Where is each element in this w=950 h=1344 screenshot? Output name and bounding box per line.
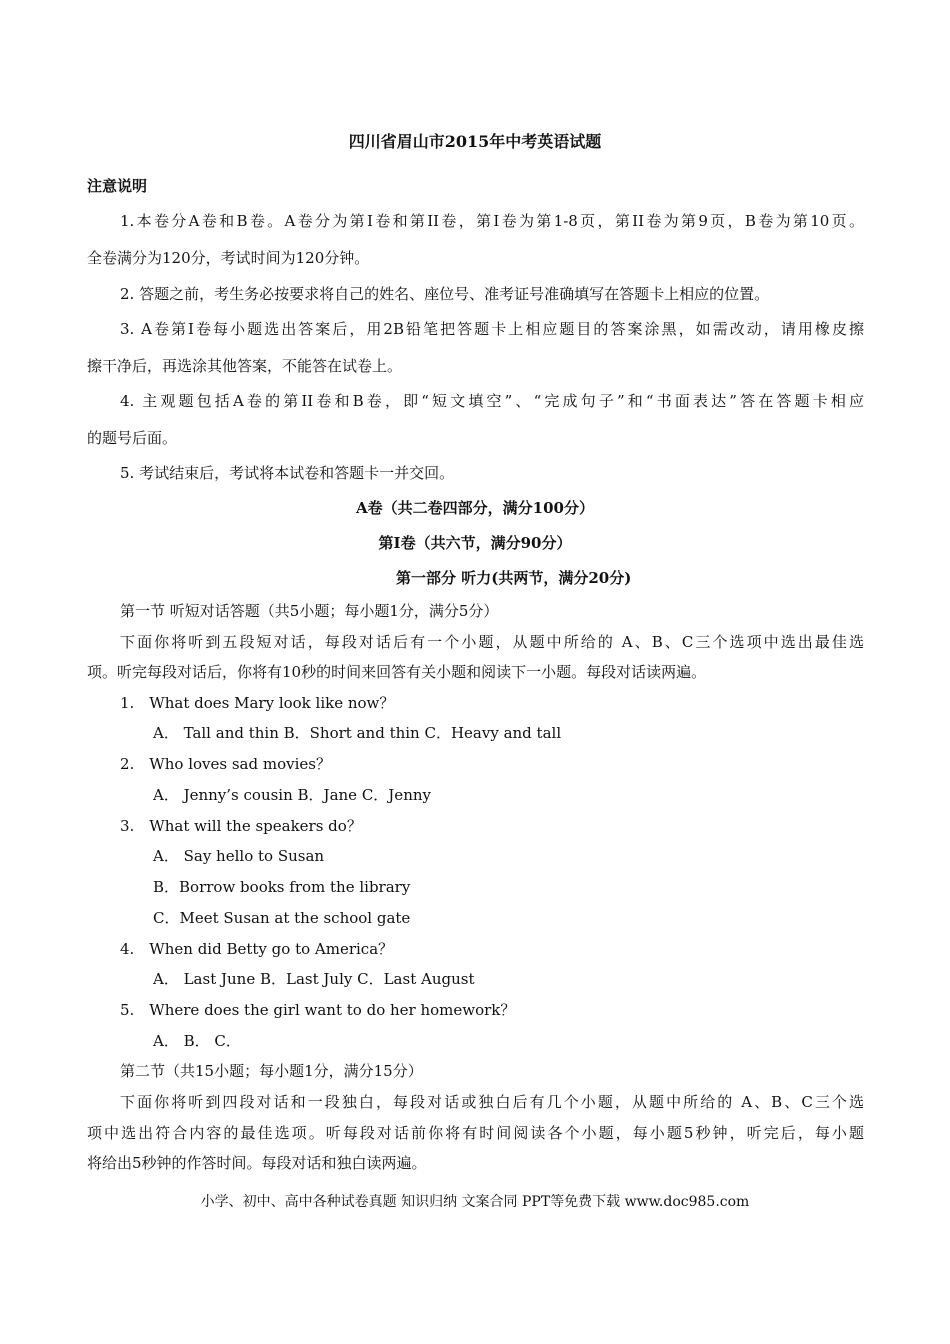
notice-item-3-line-1: 3. A卷第I卷每小题选出答案后，用2B铅笔把答题卡上相应题目的答案涂黑，如需改动，请用橡皮擦	[120, 320, 864, 338]
sub-one-intro-line-1: 下面你将听到五段短对话，每段对话后有一个小题，从题中所给的 A、B、C三个选项中选出最佳选	[120, 633, 864, 651]
question-3: 3. What will the speakers do？	[120, 817, 362, 835]
question-5: 5. Where does the girl want to do her homework？	[120, 1001, 516, 1019]
question-3-option-c: C．Meet Susan at the school gate	[153, 909, 411, 927]
question-4: 4. When did Betty go to America？	[120, 940, 394, 958]
part-one-heading: 第一部分 听力(共两节，满分20分)	[396, 569, 632, 587]
notice-item-2: 2. 答题之前，考生务必按要求将自己的姓名、座位号、准考证号准确填写在答题卡上相应的位置。	[120, 285, 770, 303]
document-title: 四川省眉山市2015年中考英语试题	[348, 132, 602, 151]
sub-one-intro-line-2: 项。听完每段对话后，你将有10秒的时间来回答有关小题和阅读下一小题。每段对话读两遍。	[87, 663, 707, 681]
notice-item-1-line-1: 1.本卷分A卷和B卷。A卷分为第I卷和第II卷，第I卷为第1-8页，第II卷为第9页，B卷为第10页。	[120, 212, 864, 230]
page-footer: 小学、初中、高中各种试卷真题 知识归纳 文案合同 PPT等免费下载 www.doc985.com	[200, 1194, 750, 1210]
notice-item-4-line-1: 4. 主观题包括A卷的第II卷和B卷，即“短文填空”、“完成句子”和“书面表达”答在答题卡相应	[120, 392, 864, 410]
notice-item-4-line-2: 的题号后面。	[87, 429, 178, 447]
notice-item-5: 5. 考试结束后，考试将本试卷和答题卡一并交回。	[120, 464, 455, 482]
section-a-heading: A卷（共二卷四部分，满分100分）	[356, 499, 594, 517]
question-1-options: A． Tall and thin B．Short and thin C．Heavy and tall	[153, 724, 562, 742]
question-3-option-a: A． Say hello to Susan	[153, 847, 325, 865]
question-2-options: A． Jenny’s cousin B．Jane C．Jenny	[153, 786, 431, 804]
question-5-options: A． B． C．	[153, 1032, 241, 1050]
sub-two-intro-line-1: 下面你将听到四段对话和一段独白，每段对话或独白后有几个小题，从题中所给的 A、B、C三个选	[120, 1093, 864, 1111]
paper-one-heading: 第I卷（共六节，满分90分）	[378, 534, 572, 552]
question-3-option-b: B．Borrow books from the library	[153, 878, 411, 896]
notice-item-1-line-2: 全卷满分为120分，考试时间为120分钟。	[87, 249, 370, 267]
sub-two-intro-line-3: 将给出5秒钟的作答时间。每段对话和独白读两遍。	[87, 1154, 427, 1172]
question-2: 2. Who loves sad movies？	[120, 755, 331, 773]
sub-two-heading: 第二节（共15小题；每小题1分，满分15分）	[120, 1062, 423, 1080]
question-4-options: A． Last June B．Last July C．Last August	[153, 970, 475, 988]
sub-one-heading: 第一节 听短对话答题（共5小题；每小题1分，满分5分）	[120, 602, 499, 620]
notice-item-3-line-2: 擦干净后，再选涂其他答案，不能答在试卷上。	[87, 357, 403, 375]
question-1: 1. What does Mary look like now？	[120, 694, 395, 712]
sub-two-intro-line-2: 项中选出符合内容的最佳选项。听每段对话前你将有时间阅读各个小题，每小题5秒钟，听完后，每小题	[87, 1124, 864, 1142]
notice-heading: 注意说明	[87, 177, 148, 195]
